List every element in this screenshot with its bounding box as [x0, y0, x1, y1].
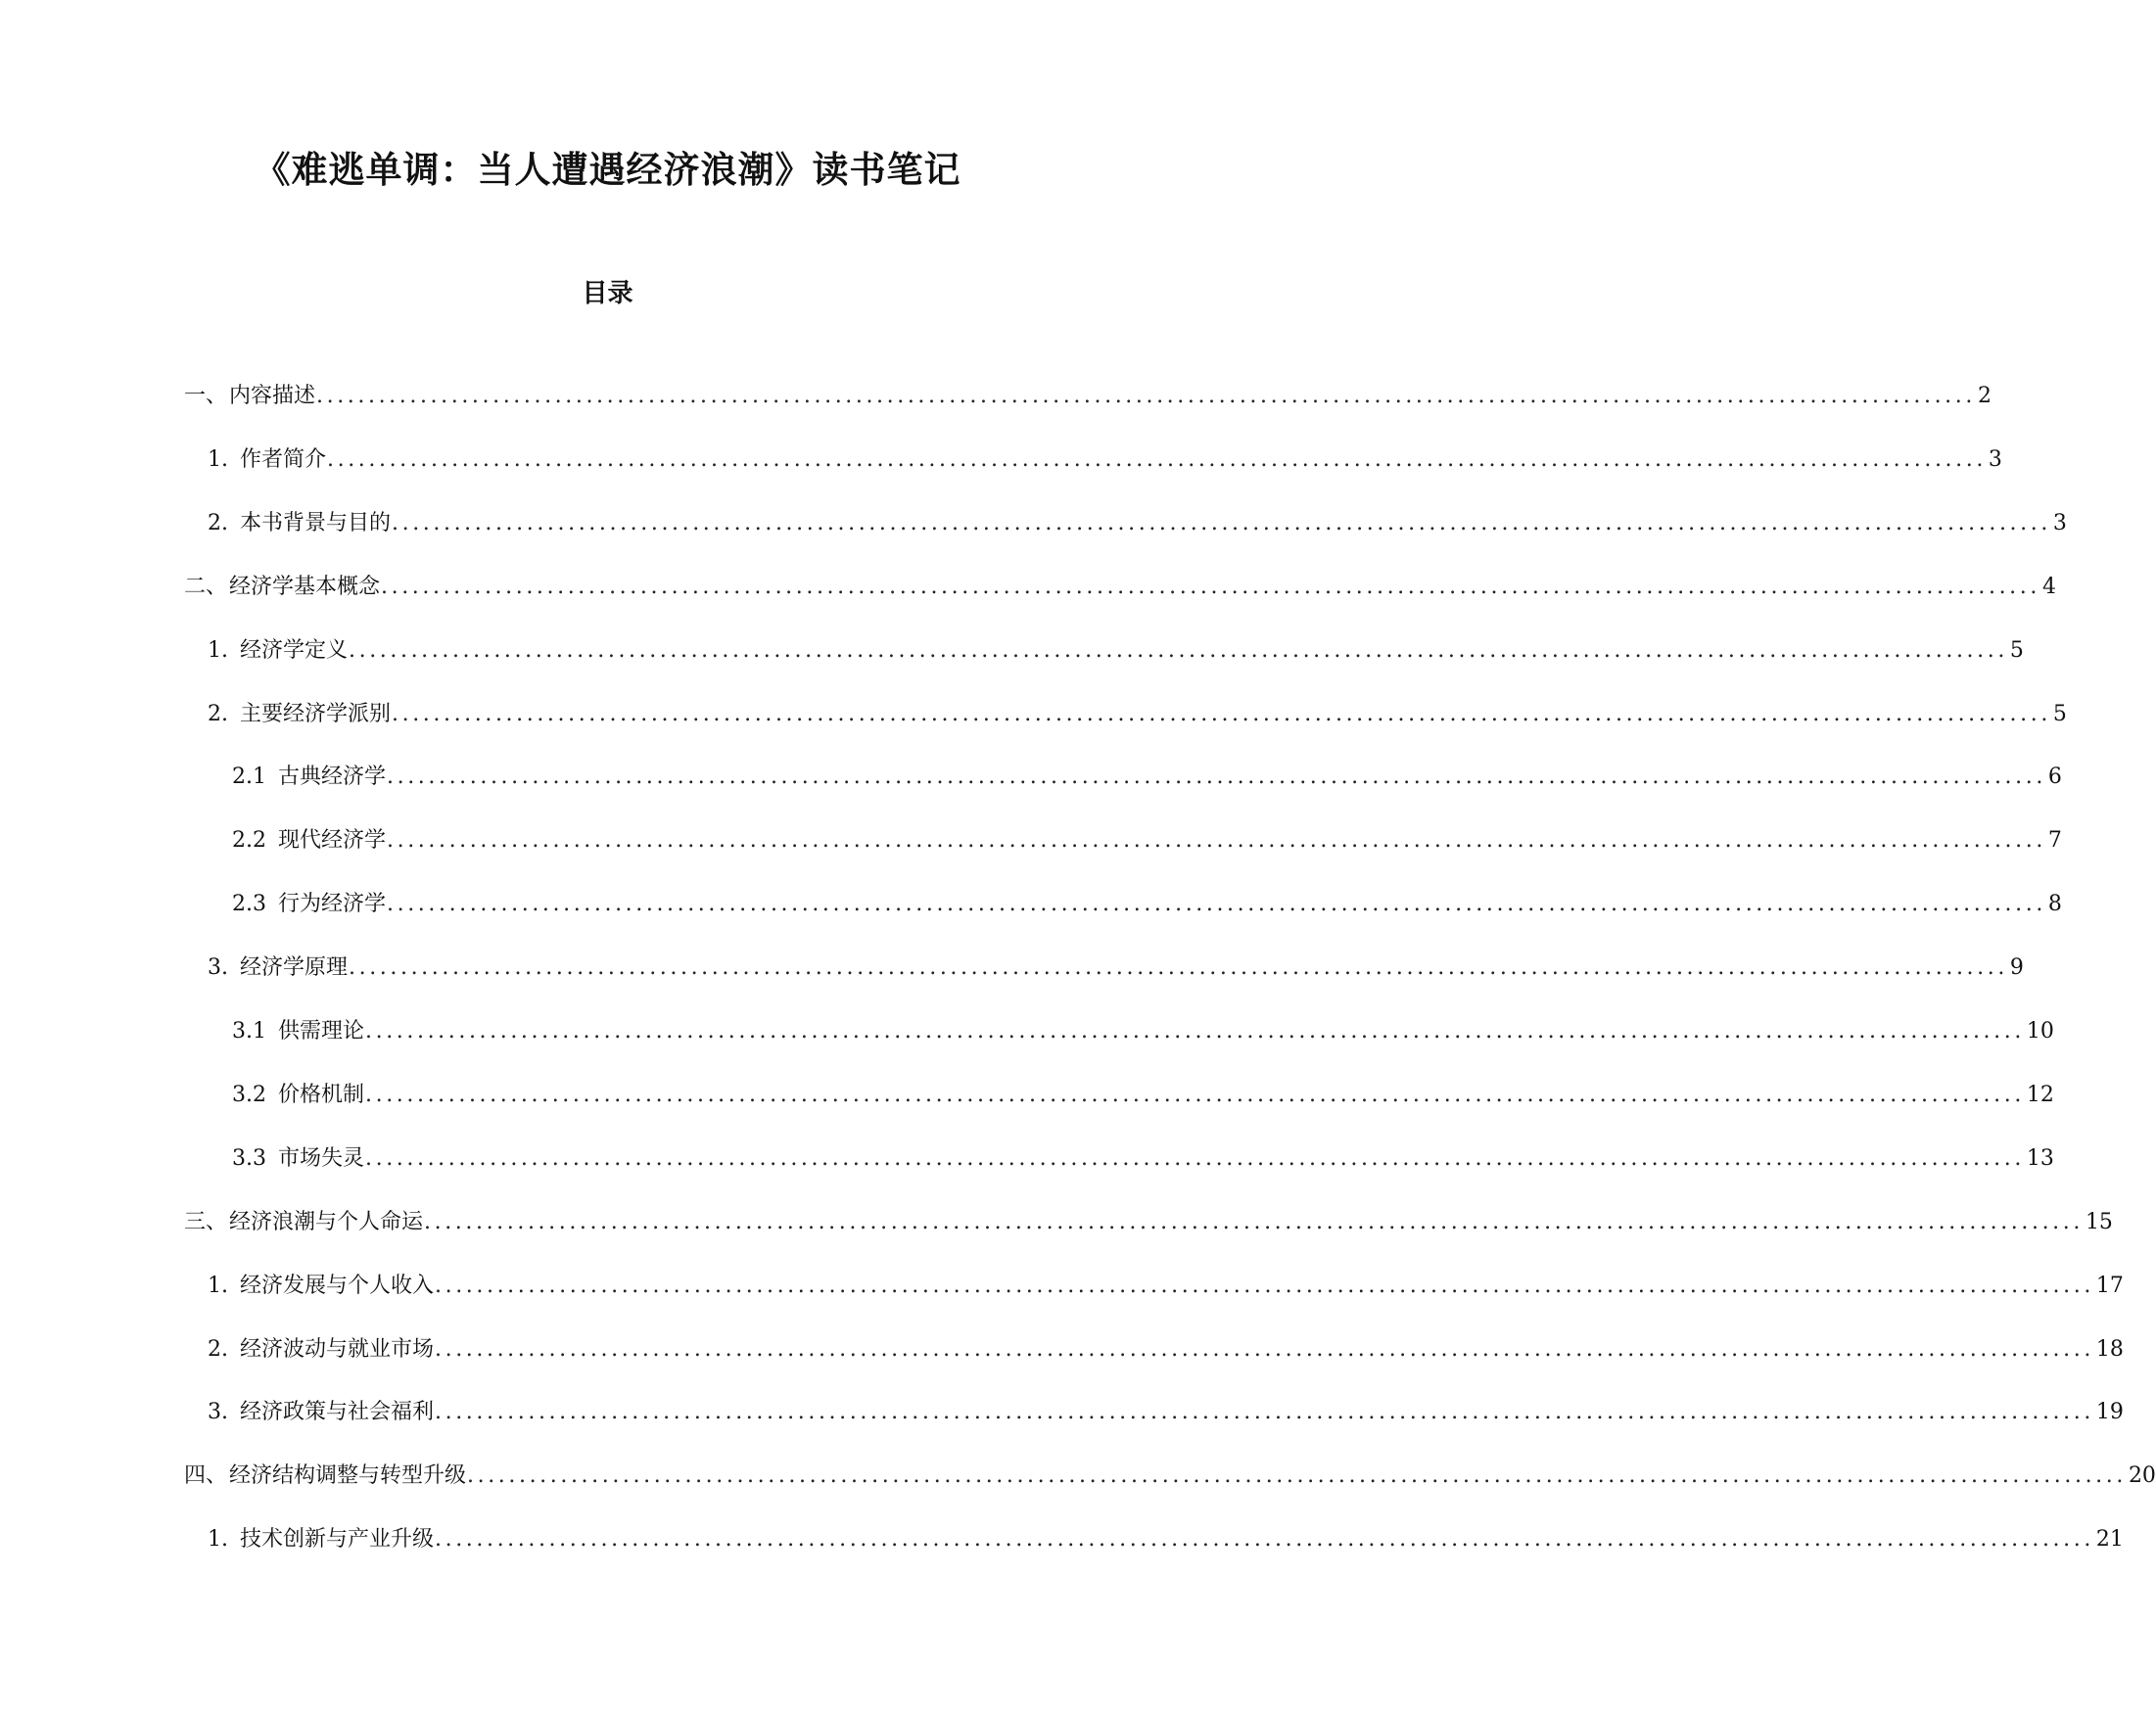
toc-entry-page: 15: [2085, 1210, 2113, 1234]
toc-entry-page: 17: [2095, 1274, 2124, 1298]
toc-dot-leader: ................................................................................................................................................................: [387, 828, 2046, 853]
toc-entry-number: 3.3: [232, 1146, 266, 1171]
toc-entry-number: 3.2: [232, 1083, 266, 1107]
toc-entry[interactable]: [184, 380, 1992, 413]
toc-dot-leader: ................................................................................................................................................................: [435, 1337, 2094, 1362]
toc-entry-number: 2.2: [232, 828, 266, 853]
toc-dot-leader: ................................................................................................................................................................: [435, 1400, 2094, 1424]
toc-entry-page: 20: [2128, 1463, 2156, 1488]
toc-dot-leader: ................................................................................................................................................................: [316, 384, 1976, 408]
toc-entry-title: 经济学基本概念: [229, 575, 381, 599]
toc-entry-page: 3: [1988, 447, 2002, 472]
toc-entry-page: 5: [2052, 702, 2067, 726]
toc-entry-page: 13: [2026, 1146, 2054, 1171]
toc-entry[interactable]: [208, 443, 2002, 477]
toc-dot-leader: ................................................................................................................................................................: [365, 1083, 2025, 1107]
toc-entry-number: 3.: [208, 1400, 228, 1424]
toc-entry[interactable]: [232, 1142, 2054, 1176]
toc-dot-leader: ................................................................................................................................................................: [435, 1274, 2094, 1298]
toc-entry[interactable]: [184, 1206, 2113, 1239]
toc-entry-number: 1.: [208, 1527, 228, 1552]
toc-dot-leader: ................................................................................................................................................................: [435, 1527, 2094, 1552]
toc-entry[interactable]: [232, 761, 2062, 794]
toc-entry-title: 经济波动与就业市场: [240, 1337, 435, 1362]
toc-entry-title: 经济结构调整与转型升级: [229, 1463, 467, 1488]
toc-dot-leader: ................................................................................................................................................................: [392, 702, 2051, 726]
toc-entry-title: 古典经济学: [278, 765, 387, 789]
toc-entry-number: 一、: [184, 384, 228, 408]
toc-entry-page: 12: [2026, 1083, 2054, 1107]
toc-entry-number: 3.: [208, 955, 228, 980]
toc-dot-leader: ................................................................................................................................................................: [381, 575, 2040, 599]
toc-entry[interactable]: [208, 698, 2067, 731]
toc-dot-leader: ................................................................................................................................................................: [424, 1210, 2084, 1234]
toc-entry-page: 4: [2041, 575, 2056, 599]
toc-entry[interactable]: [208, 1333, 2124, 1367]
toc-entry-number: 2.1: [232, 765, 266, 789]
toc-heading: 目录: [582, 279, 633, 308]
toc-entry-title: 作者简介: [240, 447, 327, 472]
toc-entry-page: 5: [2009, 638, 2024, 663]
toc-entry-title: 技术创新与产业升级: [240, 1527, 435, 1552]
toc-entry-page: 10: [2026, 1019, 2054, 1044]
toc-entry-title: 行为经济学: [278, 892, 387, 916]
toc-entry[interactable]: [208, 1396, 2124, 1429]
toc-dot-leader: ................................................................................................................................................................: [365, 1019, 2025, 1044]
toc-entry-number: 三、: [184, 1210, 228, 1234]
toc-dot-leader: ................................................................................................................................................................: [387, 892, 2046, 916]
toc-entry-number: 1.: [208, 638, 228, 663]
toc-entry-title: 主要经济学派别: [240, 702, 392, 726]
toc-entry-title: 现代经济学: [278, 828, 387, 853]
toc-entry-number: 1.: [208, 447, 228, 472]
toc-entry-title: 内容描述: [229, 384, 316, 408]
toc-entry[interactable]: [184, 571, 2056, 604]
toc-entry[interactable]: [232, 888, 2062, 921]
toc-entry-number: 3.1: [232, 1019, 266, 1044]
toc-entry-page: 2: [1977, 384, 1992, 408]
toc-entry[interactable]: [208, 1270, 2124, 1303]
toc-entry-title: 经济政策与社会福利: [240, 1400, 435, 1424]
toc-entry-title: 经济浪潮与个人命运: [229, 1210, 424, 1234]
toc-dot-leader: ................................................................................................................................................................: [467, 1463, 2127, 1488]
toc-entry-title: 经济学原理: [240, 955, 349, 980]
toc-dot-leader: ................................................................................................................................................................: [392, 511, 2051, 535]
document-title: 《难逃单调：当人遭遇经济浪潮》读书笔记: [254, 148, 961, 191]
toc-entry-page: 18: [2095, 1337, 2124, 1362]
toc-entry[interactable]: [232, 1015, 2054, 1048]
toc-entry-page: 9: [2009, 955, 2024, 980]
toc-entry-number: 2.: [208, 1337, 228, 1362]
toc-dot-leader: ................................................................................................................................................................: [349, 955, 2008, 980]
toc-entry-number: 2.3: [232, 892, 266, 916]
toc-entry-title: 经济学定义: [240, 638, 349, 663]
toc-entry-page: 3: [2052, 511, 2067, 535]
toc-dot-leader: ................................................................................................................................................................: [349, 638, 2008, 663]
toc-entry-title: 本书背景与目的: [240, 511, 392, 535]
toc-entry-page: 7: [2047, 828, 2062, 853]
toc-dot-leader: ................................................................................................................................................................: [387, 765, 2046, 789]
toc-entry-number: 2.: [208, 511, 228, 535]
toc-dot-leader: ................................................................................................................................................................: [365, 1146, 2025, 1171]
toc-dot-leader: ................................................................................................................................................................: [327, 447, 1987, 472]
toc-entry-title: 价格机制: [278, 1083, 365, 1107]
toc-entry[interactable]: [208, 634, 2024, 668]
toc-entry-page: 8: [2047, 892, 2062, 916]
toc-entry-number: 四、: [184, 1463, 228, 1488]
toc-entry[interactable]: [208, 507, 2067, 540]
toc-entry[interactable]: [208, 1523, 2124, 1556]
toc-entry-title: 市场失灵: [278, 1146, 365, 1171]
toc-entry-title: 供需理论: [278, 1019, 365, 1044]
toc-entry[interactable]: [232, 1079, 2054, 1112]
toc-entry-number: 1.: [208, 1274, 228, 1298]
toc-entry-number: 2.: [208, 702, 228, 726]
toc-entry[interactable]: [184, 1460, 2156, 1493]
toc-entry-page: 21: [2095, 1527, 2124, 1552]
toc-entry[interactable]: [232, 824, 2062, 858]
toc-entry-page: 6: [2047, 765, 2062, 789]
toc-entry-page: 19: [2095, 1400, 2124, 1424]
toc-entry[interactable]: [208, 951, 2024, 985]
toc-entry-number: 二、: [184, 575, 228, 599]
toc-entry-title: 经济发展与个人收入: [240, 1274, 435, 1298]
